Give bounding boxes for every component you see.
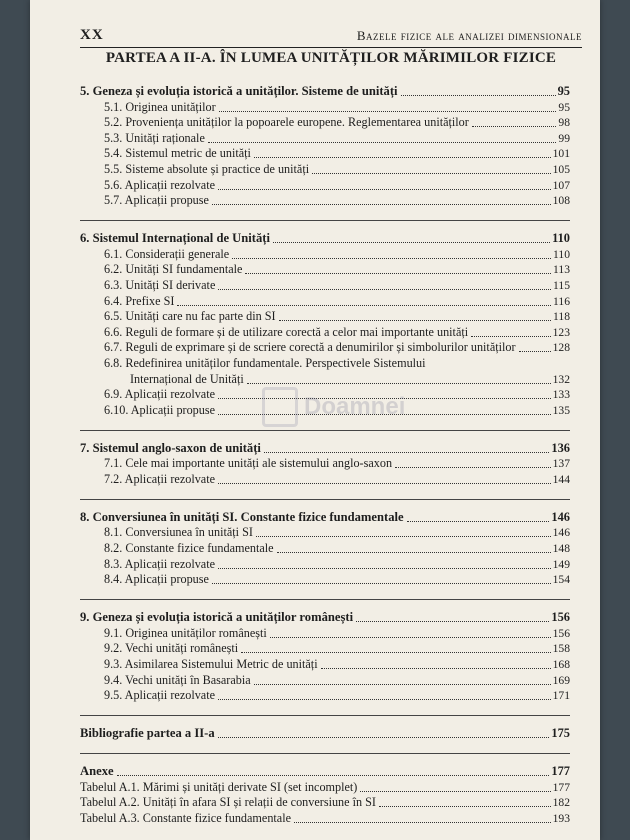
toc-entry[interactable] xyxy=(80,540,570,556)
toc-entry-title: 9.2. Vechi unități românești xyxy=(104,641,239,656)
dot-leader xyxy=(218,398,551,399)
dot-leader xyxy=(218,289,551,290)
toc-entry[interactable] xyxy=(80,656,570,672)
toc-entry[interactable] xyxy=(80,246,570,262)
toc-page-number: 158 xyxy=(552,642,570,656)
dot-leader xyxy=(395,467,551,468)
toc-chapter-heading[interactable] xyxy=(80,608,570,625)
toc-entry[interactable] xyxy=(80,309,570,325)
dot-leader xyxy=(407,521,550,522)
toc-entry[interactable] xyxy=(80,99,570,115)
toc-entry-title: Tabelul A.2. Unități în afara SI și relații de conversiune în SI xyxy=(80,795,376,810)
dot-leader xyxy=(212,204,551,205)
toc-page-number: 115 xyxy=(553,278,570,292)
toc-chapter xyxy=(80,82,570,208)
toc-entry-title: 7.1. Cele mai importante unități ale sistemului anglo-saxon xyxy=(104,456,393,471)
toc-entry[interactable] xyxy=(80,672,570,688)
toc-entry-title: 6.10. Aplicații propuse xyxy=(104,402,216,417)
toc-page-number: 105 xyxy=(552,162,570,176)
toc-page-number: 175 xyxy=(551,726,570,741)
dot-leader xyxy=(219,111,557,112)
dot-leader xyxy=(270,637,551,638)
dot-leader xyxy=(245,273,551,274)
toc-entry[interactable] xyxy=(80,161,570,177)
toc-page-number: 133 xyxy=(552,388,570,402)
toc-entry-title: 5.3. Unități raționale xyxy=(104,130,205,145)
toc-chapter-heading[interactable] xyxy=(80,508,570,525)
toc-entry-title: 9. Geneza și evoluția istorică a unităților românești xyxy=(80,610,354,625)
toc-entry[interactable] xyxy=(80,177,570,193)
toc-page-number: 108 xyxy=(552,194,570,208)
toc-entry[interactable] xyxy=(80,371,570,387)
toc-chapter xyxy=(80,753,570,826)
toc-entry[interactable] xyxy=(80,525,570,541)
toc-page-number: 98 xyxy=(558,116,570,130)
dot-leader xyxy=(218,414,551,415)
toc-entry[interactable] xyxy=(80,402,570,418)
toc-entry[interactable] xyxy=(80,324,570,340)
dot-leader xyxy=(117,775,550,776)
running-header xyxy=(80,22,582,48)
toc-entry-title: Bibliografie partea a II-a xyxy=(80,726,215,741)
table-of-contents xyxy=(80,82,570,838)
toc-entry-title: 5.7. Aplicații propuse xyxy=(104,193,209,208)
dot-leader xyxy=(294,822,551,823)
book-page xyxy=(30,0,600,840)
toc-entry[interactable] xyxy=(80,277,570,293)
toc-page-number: 177 xyxy=(552,780,570,794)
toc-entry[interactable] xyxy=(80,355,570,371)
toc-entry[interactable] xyxy=(80,795,570,811)
dot-leader xyxy=(254,684,551,685)
dot-leader xyxy=(218,568,551,569)
toc-page-number: 118 xyxy=(553,310,570,324)
toc-entry-title: 6.8. Redefinirea unităților fundamentale. Perspectivele Sistemului xyxy=(104,355,426,370)
toc-entry-title: 6.1. Considerații generale xyxy=(104,246,230,261)
toc-entry-title: 6. Sistemul Internațional de Unități xyxy=(80,231,270,246)
toc-entry-title: 5.4. Sistemul metric de unități xyxy=(104,146,251,161)
toc-entry-title: 6.6. Reguli de formare și de utilizare corectă a celor mai importante unități xyxy=(104,324,469,339)
toc-page-number: 149 xyxy=(552,557,570,571)
toc-page-number: 132 xyxy=(552,372,570,386)
toc-entry-title: 6.3. Unități SI derivate xyxy=(104,277,216,292)
dot-leader xyxy=(254,157,551,158)
dot-leader xyxy=(232,258,551,259)
toc-page-number: 148 xyxy=(552,542,570,556)
toc-chapter-heading[interactable] xyxy=(80,762,570,779)
dot-leader xyxy=(312,173,551,174)
toc-page-number: 156 xyxy=(551,610,570,625)
dot-leader xyxy=(279,320,551,321)
toc-entry-title: 9.1. Originea unităților românești xyxy=(104,625,267,640)
dot-leader xyxy=(356,621,549,622)
toc-entry[interactable] xyxy=(80,146,570,162)
toc-entry[interactable] xyxy=(80,456,570,472)
toc-chapter xyxy=(80,430,570,487)
dot-leader xyxy=(177,305,551,306)
toc-entry-title: Tabelul A.3. Constante fizice fundamentale xyxy=(80,811,292,825)
dot-leader xyxy=(264,452,550,453)
toc-page-number: 107 xyxy=(552,178,570,192)
toc-entry-title: 6.4. Prefixe SI xyxy=(104,293,175,308)
toc-entry[interactable] xyxy=(80,262,570,278)
toc-page-number: 156 xyxy=(552,626,570,640)
toc-entry-title: 5.5. Sisteme absolute și practice de unități xyxy=(104,161,310,176)
toc-entry[interactable] xyxy=(80,115,570,131)
dot-leader xyxy=(208,142,557,143)
toc-chapter-heading[interactable] xyxy=(80,439,570,456)
toc-page-number: 177 xyxy=(551,764,570,779)
toc-page-number: 95 xyxy=(558,100,570,114)
toc-entry-title: 8.3. Aplicații rezolvate xyxy=(104,556,216,571)
dot-leader xyxy=(277,552,551,553)
toc-page-number: 113 xyxy=(553,263,570,277)
dot-leader xyxy=(218,699,551,700)
toc-page-number: 193 xyxy=(552,812,570,825)
dot-leader xyxy=(247,383,551,384)
toc-entry[interactable] xyxy=(80,810,570,826)
dot-leader xyxy=(256,536,551,537)
toc-entry-title: Tabelul A.1. Mărimi și unități derivate SI (set incomplet) xyxy=(80,779,358,794)
dot-leader xyxy=(218,483,551,484)
toc-entry[interactable] xyxy=(80,340,570,356)
toc-page-number: 182 xyxy=(552,796,570,810)
toc-entry-title: Anexe xyxy=(80,764,114,779)
toc-chapter-heading[interactable] xyxy=(80,229,570,246)
dot-leader xyxy=(218,737,550,738)
toc-page-number: 123 xyxy=(552,325,570,339)
part-title: PARTEA A II-A. ÎN LUMEA UNITĂȚILOR MĂRIMILOR FIZICE xyxy=(105,50,557,66)
toc-page-number: 128 xyxy=(552,341,570,355)
toc-entry-title: 6.5. Unități care nu fac parte din SI xyxy=(104,309,276,324)
toc-entry-title: Internațional de Unități xyxy=(130,371,244,386)
dot-leader xyxy=(241,652,550,653)
toc-page-number: 110 xyxy=(552,231,570,246)
dot-leader xyxy=(321,668,551,669)
toc-page-number: 146 xyxy=(551,509,570,524)
book-title: Bazele fizice ale analizei dimensionale xyxy=(356,28,582,43)
dot-leader xyxy=(472,126,557,127)
dot-leader xyxy=(401,95,556,96)
toc-entry-title: 5.2. Proveniența unităților la popoarele europene. Reglementarea unităților xyxy=(104,115,469,130)
toc-entry[interactable] xyxy=(80,641,570,657)
toc-page-number: 154 xyxy=(552,573,570,587)
toc-entry-title: 5. Geneza și evoluția istorică a unităților. Sisteme de unități xyxy=(80,84,398,98)
dot-leader xyxy=(360,791,550,792)
dot-leader xyxy=(212,583,551,584)
dot-leader xyxy=(471,336,550,337)
toc-page-number: 137 xyxy=(552,457,570,471)
toc-entry-title: 8. Conversiunea în unități SI. Constante fizice fundamentale xyxy=(80,509,404,524)
toc-page-number: 99 xyxy=(558,131,570,145)
toc-entry-title: 9.4. Vechi unități în Basarabia xyxy=(104,672,251,687)
toc-entry-title: 6.9. Aplicații rezolvate xyxy=(104,387,216,402)
toc-entry-title: 7.2. Aplicații rezolvate xyxy=(104,471,216,486)
toc-page-number: 110 xyxy=(553,247,570,261)
toc-entry-title: 9.5. Aplicații rezolvate xyxy=(104,688,216,703)
toc-entry[interactable] xyxy=(80,293,570,309)
toc-chapter xyxy=(80,599,570,703)
toc-entry-title: 8.1. Conversiunea în unități SI xyxy=(104,525,253,540)
toc-entry[interactable] xyxy=(80,471,570,487)
toc-entry[interactable] xyxy=(80,193,570,209)
toc-chapter-heading[interactable] xyxy=(80,724,570,741)
dot-leader xyxy=(379,806,551,807)
toc-chapter xyxy=(80,499,570,587)
toc-entry-title: 6.2. Unități SI fundamentale xyxy=(104,262,243,277)
page-number: XX xyxy=(80,27,104,43)
toc-chapter-heading[interactable] xyxy=(80,82,570,99)
toc-entry-title: 5.6. Aplicații rezolvate xyxy=(104,177,216,192)
toc-entry[interactable] xyxy=(80,779,570,795)
toc-entry-title: 7. Sistemul anglo-saxon de unități xyxy=(80,440,261,455)
toc-entry-title: 8.2. Constante fizice fundamentale xyxy=(104,541,274,556)
toc-entry[interactable] xyxy=(80,572,570,588)
dot-leader xyxy=(273,242,550,243)
toc-entry[interactable] xyxy=(80,688,570,704)
toc-entry[interactable] xyxy=(80,130,570,146)
toc-page-number: 169 xyxy=(552,673,570,687)
toc-page-number: 171 xyxy=(552,689,570,703)
toc-page-number: 136 xyxy=(551,440,570,455)
dot-leader xyxy=(218,189,551,190)
toc-page-number: 144 xyxy=(552,472,570,486)
toc-page-number: 135 xyxy=(552,403,570,417)
toc-chapter xyxy=(80,715,570,741)
dot-leader xyxy=(519,351,551,352)
toc-entry-title: 6.7. Reguli de exprimare și de scriere corectă a denumirilor și simbolurilor unităților xyxy=(104,340,516,355)
toc-entry[interactable] xyxy=(80,556,570,572)
toc-entry[interactable] xyxy=(80,387,570,403)
toc-entry[interactable] xyxy=(80,625,570,641)
toc-entry-title: 8.4. Aplicații propuse xyxy=(104,572,209,587)
toc-page-number: 101 xyxy=(552,147,570,161)
toc-page-number: 116 xyxy=(553,294,570,308)
toc-page-number: 95 xyxy=(557,84,570,98)
toc-entry-title: 9.3. Asimilarea Sistemului Metric de unități xyxy=(104,657,318,672)
watermark-text: Doamnei xyxy=(304,393,406,420)
toc-chapter xyxy=(80,220,570,418)
toc-page-number: 168 xyxy=(552,658,570,672)
toc-page-number: 146 xyxy=(552,526,570,540)
toc-entry-title: 5.1. Originea unităților xyxy=(104,99,216,114)
